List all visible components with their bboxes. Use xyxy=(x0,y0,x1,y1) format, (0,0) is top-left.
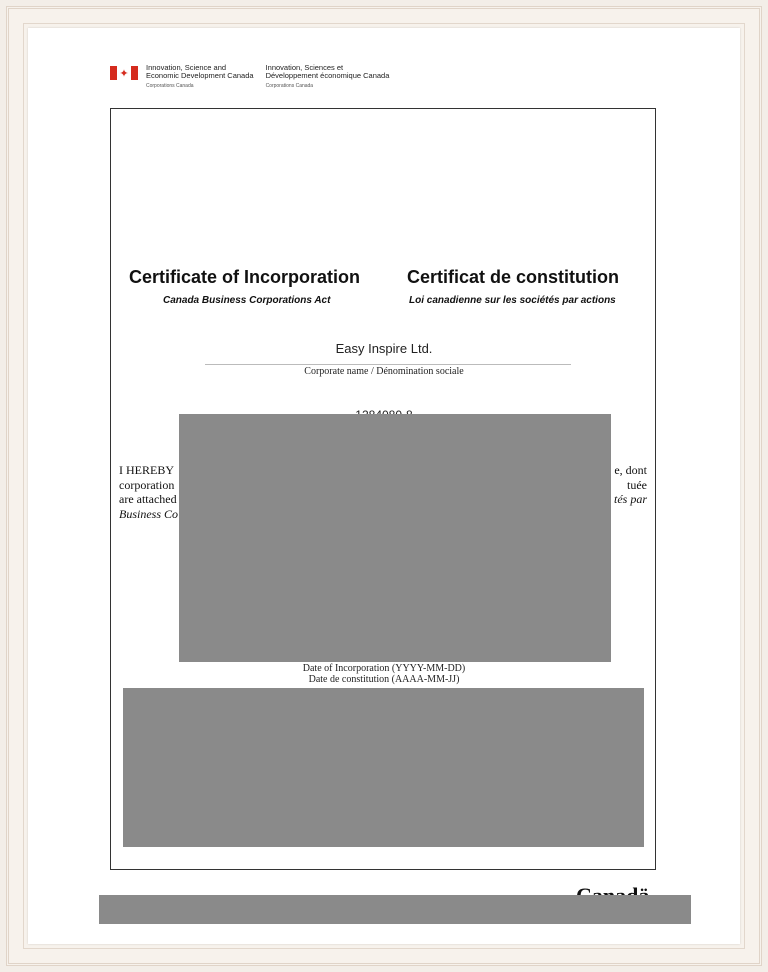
dept-fr-line1: Innovation, Sciences et xyxy=(265,63,344,72)
corporate-name-underline xyxy=(205,364,571,365)
redaction-block-signature xyxy=(123,688,644,847)
department-name-fr xyxy=(266,64,390,90)
act-name-fr: Loi canadienne sur les sociétés par actions xyxy=(409,295,616,306)
body-left-4: Business Co xyxy=(119,506,179,521)
dept-fr-sub: Corporations Canada xyxy=(265,83,314,89)
dept-en-line1: Innovation, Science and xyxy=(146,63,227,72)
body-right-2: tuée xyxy=(627,477,647,492)
corporate-name-label: Corporate name / Dénomination sociale xyxy=(304,366,464,377)
dept-fr-line2: Développement économique Canada xyxy=(265,71,390,80)
title-en: Certificate of Incorporation xyxy=(129,267,361,287)
act-name-en: Canada Business Corporations Act xyxy=(163,295,331,306)
date-label-en: Date of Incorporation (YYYY-MM-DD) xyxy=(302,663,466,674)
canada-flag-icon: ✦ xyxy=(110,66,138,80)
government-header xyxy=(110,64,389,92)
body-right-1: e, dont xyxy=(614,463,647,477)
title-fr: Certificat de constitution xyxy=(407,267,620,287)
date-labels xyxy=(111,663,657,685)
body-left-1: I HEREBY xyxy=(119,463,174,477)
date-label-fr: Date de constitution (AAAA-MM-JJ) xyxy=(308,674,460,685)
corporate-name: Easy Inspire Ltd. xyxy=(335,341,433,356)
dept-en-line2: Economic Development Canada xyxy=(146,71,254,80)
redaction-block-footer xyxy=(99,895,691,924)
body-left-2: corporation xyxy=(119,477,175,492)
body-right-3: tés par xyxy=(614,492,647,506)
redaction-block-main xyxy=(179,414,611,662)
department-name-en xyxy=(146,64,254,90)
dept-en-sub: Corporations Canada xyxy=(146,83,194,89)
body-left-3: are attached xyxy=(119,492,177,506)
